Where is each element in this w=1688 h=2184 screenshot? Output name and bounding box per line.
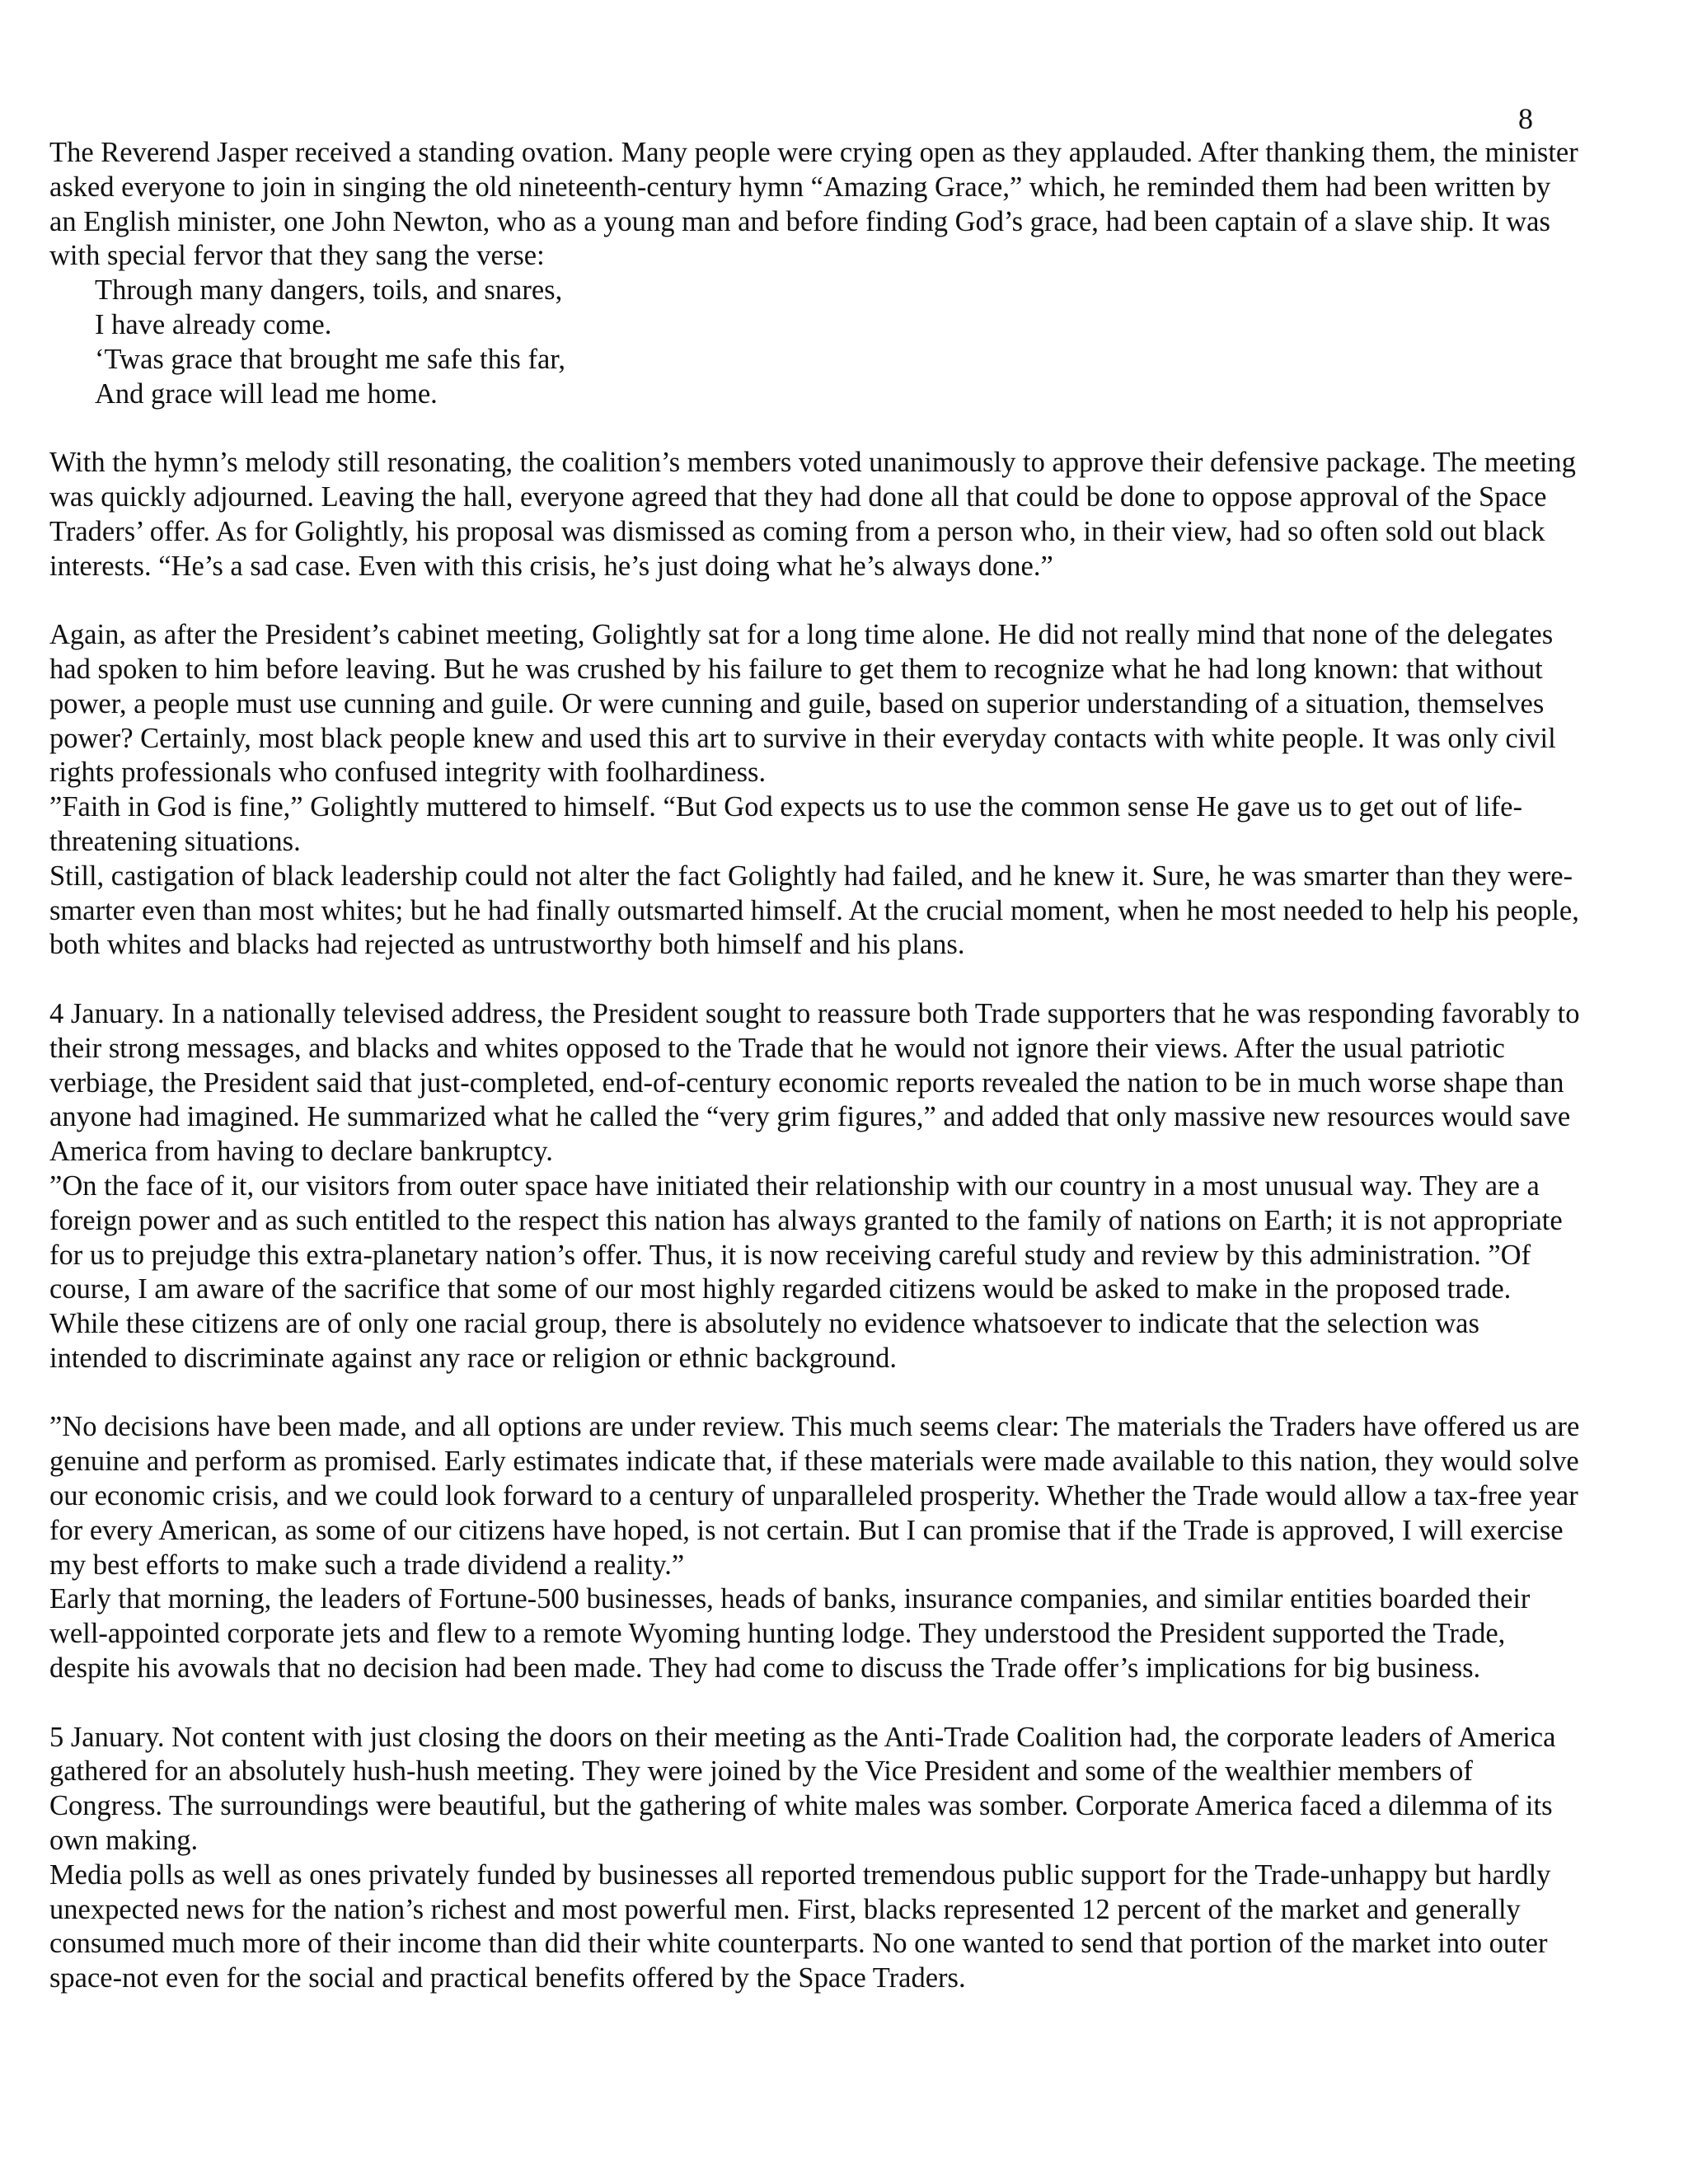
page-number: 8 — [1518, 102, 1533, 135]
hymn-verse — [49, 274, 1582, 411]
paragraph: 4 January. In a nationally televised address, the President sought to reassure both Trade supporters that he was responding favorably to their strong messages, and blacks and whites opposed to the Trade that he would not ignore their views. After the usual patriotic verbiage, the President said that just-completed, end-of-century economic reports revealed the nation to be in much worse shape than anyone had imagined. He summarized what he called the “very grim figures,” and added that only massive new resources would save America from having to declare bankruptcy. — [49, 997, 1580, 1168]
paragraph-gap — [49, 583, 1582, 618]
paragraph-gap — [49, 1376, 1582, 1411]
verse-line: ‘Twas grace that brought me safe this far, — [95, 343, 565, 375]
paragraph: Early that morning, the leaders of Fortune-500 businesses, heads of banks, insurance companies, and similar entities boarded their well-appointed corporate jets and flew to a remote Wyoming hunting lodge. They understood the President supported the Trade, despite his avowals that no decision had been made. They had come to discuss the Trade offer’s implications for big business. — [49, 1583, 1531, 1685]
paragraph: 5 January. Not content with just closing the doors on their meeting as the Anti-Trade Coalition had, the corporate leaders of America gathered for an absolutely hush-hush meeting. They were joined by the Vice President and some of the wealthier members of Congress. The surroundings were beautiful, but the gathering of white males was somber. Corporate America faced a dilemma of its own making. — [49, 1721, 1556, 1857]
paragraph: ”On the face of it, our visitors from outer space have initiated their relationship with our country in a most unusual way. They are a foreign power and as such entitled to the respect this nation has always granted to the family of nations on Earth; it is not appropriate for us to prejudge this extra-planetary nation’s offer. Thus, it is now receiving careful study and review by this administration. ”Of course, I am aware of the sacrifice that some of our most highly regarded citizens would be asked to make in the proposed trade. While these citizens are of only one racial group, there is absolutely no evidence whatsoever to indicate that the selection was intended to discriminate against any race or religion or ethnic background. — [49, 1169, 1563, 1374]
paragraph: ”Faith in God is fine,” Golightly muttered to himself. “But God expects us to use the common sense He gave us to get out of life-threatening situations. — [49, 791, 1522, 857]
paragraph: The Reverend Jasper received a standing ovation. Many people were crying open as they applauded. After thanking them, the minister asked everyone to join in singing the old nineteenth-century hymn “Amazing Grace,” which, he reminded them had been written by an English minister, one John Newton, who as a young man and before finding God’s grace, had been captain of a slave ship. It was with special fervor that they sang the verse: — [49, 137, 1578, 272]
document-body — [49, 136, 1582, 1996]
paragraph: With the hymn’s melody still resonating, the coalition’s members voted unanimously to approve their defensive package. The meeting was quickly adjourned. Leaving the hall, everyone agreed that they had done all that could be done to oppose approval of the Space Traders’ offer. As for Golightly, his proposal was dismissed as coming from a person who, in their view, had so often sold out black interests. “He’s a sad case. Even with this crisis, he’s just doing what he’s always done.” — [49, 447, 1576, 582]
verse-line: And grace will lead me home. — [95, 377, 438, 410]
paragraph: ”No decisions have been made, and all options are under review. This much seems clear: The materials the Traders have offered us are genuine and perform as promised. Early estimates indicate that, if these materials were made available to this nation, they would solve our economic crisis, and we could look forward to a century of unparalleled prosperity. Whether the Trade would allow a tax-free year for every American, as some of our citizens have hoped, is not certain. But I can promise that if the Trade is approved, I will exercise my best efforts to make such a trade dividend a reality.” — [49, 1411, 1580, 1581]
verse-line: I have already come. — [95, 308, 332, 340]
paragraph: Again, as after the President’s cabinet meeting, Golightly sat for a long time alone. He did not really mind that none of the delegates had spoken to him before leaving. But he was crushed by his failure to get them to recognize what he had long known: that without power, a people must use cunning and guile. Or were cunning and guile, based on superior understanding of a situation, themselves power? Certainly, most black people knew and used this art to survive in their everyday contacts with white people. It was only civil rights professionals who confused integrity with foolhardiness. — [49, 619, 1556, 789]
paragraph-gap — [49, 963, 1582, 997]
paragraph: Still, castigation of black leadership could not alter the fact Golightly had failed, and he knew it. Sure, he was smarter than they were-smarter even than most whites; but he had finally outsmarted himself. At the crucial moment, when he most needed to help his people, both whites and blacks had rejected as untrustworthy both himself and his plans. — [49, 860, 1579, 961]
verse-line: Through many dangers, toils, and snares, — [95, 274, 563, 307]
paragraph-gap — [49, 411, 1582, 446]
paragraph: Media polls as well as ones privately funded by businesses all reported tremendous public support for the Trade-unhappy but hardly unexpected news for the nation’s richest and most powerful men. First, blacks represented 12 percent of the market and generally consumed much more of their income than did their white counterparts. No one wanted to send that portion of the market into outer space-not even for the social and practical benefits offered by the Space Traders. — [49, 1858, 1551, 1994]
paragraph-gap — [49, 1686, 1582, 1721]
